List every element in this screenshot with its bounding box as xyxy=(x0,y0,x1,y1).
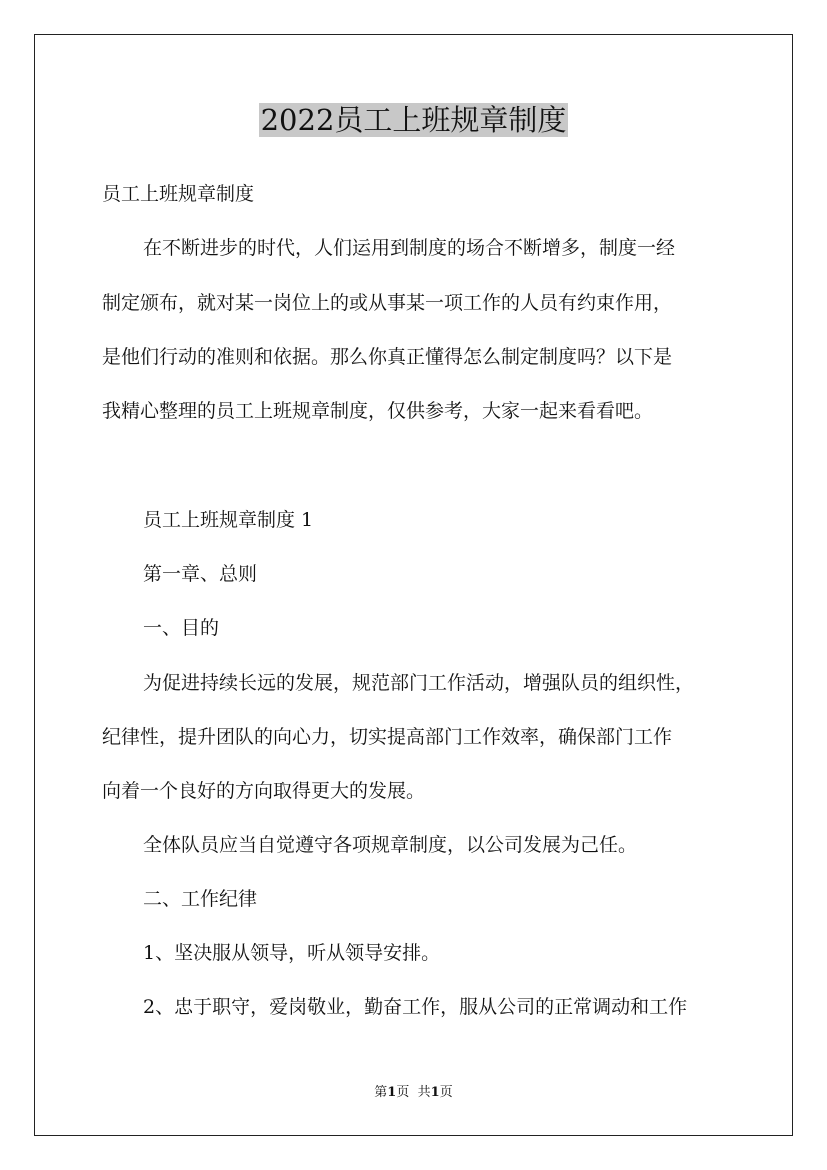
intro-line-1: 在不断进步的时代，人们运用到制度的场合不断增多，制度一经 xyxy=(143,237,676,259)
discipline-heading: 二、工作纪律 xyxy=(143,888,258,910)
document-title-text: 2022员工上班规章制度 xyxy=(260,103,567,137)
intro-line-4: 我精心整理的员工上班规章制度，仅供参考，大家一起来看看吧。 xyxy=(102,400,654,422)
subtitle: 员工上班规章制度 xyxy=(102,183,255,205)
page-footer xyxy=(0,1084,827,1102)
purpose-line-1: 为促进持续长远的发展，规范部门工作活动，增强队员的组织性， xyxy=(143,672,695,694)
section-heading: 员工上班规章制度 1 xyxy=(143,509,314,531)
footer-total-suffix: 页 xyxy=(439,1085,453,1100)
footer-total-number: 1 xyxy=(430,1085,440,1100)
purpose-line-2: 纪律性，提升团队的向心力，切实提高部门工作效率，确保部门工作 xyxy=(102,726,673,748)
footer-total-prefix: 共 xyxy=(417,1085,431,1100)
compliance-statement: 全体队员应当自觉遵守各项规章制度，以公司发展为己任。 xyxy=(143,834,638,856)
footer-page-number: 1 xyxy=(387,1085,397,1100)
footer-page-suffix: 页 xyxy=(396,1085,410,1100)
chapter-heading: 第一章、总则 xyxy=(143,563,258,585)
footer-page-prefix: 第 xyxy=(374,1085,388,1100)
rule-1: 1、坚决服从领导，听从领导安排。 xyxy=(143,942,441,964)
intro-line-3: 是他们行动的准则和依据。那么你真正懂得怎么制定制度吗？以下是 xyxy=(102,346,673,368)
rule-2: 2、忠于职守，爱岗敬业，勤奋工作，服从公司的正常调动和工作 xyxy=(143,996,688,1018)
intro-line-2: 制定颁布，就对某一岗位上的或从事某一项工作的人员有约束作用， xyxy=(102,292,673,314)
purpose-line-3: 向着一个良好的方向取得更大的发展。 xyxy=(102,780,426,802)
purpose-heading: 一、目的 xyxy=(143,617,220,639)
document-title xyxy=(0,98,827,142)
